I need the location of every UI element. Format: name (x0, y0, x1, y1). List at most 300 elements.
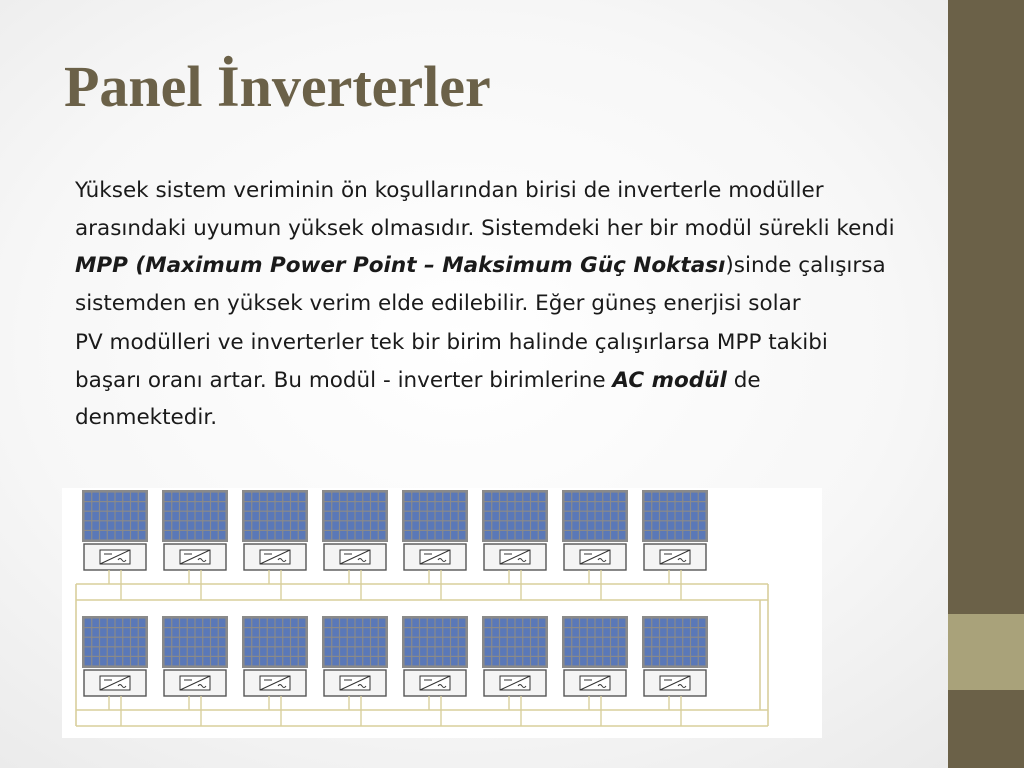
solar-cell (516, 647, 523, 655)
solar-cell (379, 521, 386, 529)
solar-cell (268, 512, 275, 520)
solar-cell (379, 512, 386, 520)
solar-cell (619, 638, 626, 646)
solar-cell (485, 521, 492, 529)
solar-cell (283, 521, 290, 529)
solar-cell (676, 628, 683, 636)
solar-cell (699, 502, 706, 510)
solar-cell (268, 619, 275, 627)
solar-panel (642, 490, 708, 542)
solar-cell (699, 619, 706, 627)
solar-cell (139, 647, 146, 655)
solar-panel (562, 490, 628, 542)
solar-cell (219, 502, 226, 510)
solar-cell (676, 502, 683, 510)
solar-cell (131, 638, 138, 646)
solar-cell (412, 628, 419, 636)
solar-cell (268, 531, 275, 539)
solar-cell (443, 531, 450, 539)
solar-cell (371, 493, 378, 501)
solar-cell (412, 657, 419, 665)
solar-cell (165, 657, 172, 665)
solar-cell (645, 493, 652, 501)
solar-cell (596, 531, 603, 539)
solar-cell (588, 619, 595, 627)
solar-cell (172, 657, 179, 665)
solar-cell (691, 512, 698, 520)
solar-cell (348, 512, 355, 520)
solar-cell (139, 619, 146, 627)
solar-cell (603, 619, 610, 627)
solar-cell (283, 531, 290, 539)
solar-cell (139, 493, 146, 501)
solar-cell (420, 628, 427, 636)
solar-cell (245, 657, 252, 665)
solar-cell (100, 657, 107, 665)
solar-cell (539, 657, 546, 665)
solar-cell (596, 657, 603, 665)
solar-cell (283, 657, 290, 665)
solar-cell (108, 657, 115, 665)
solar-cell (100, 521, 107, 529)
solar-cell (283, 619, 290, 627)
solar-cell (92, 502, 99, 510)
solar-cell (180, 521, 187, 529)
solar-cell (379, 628, 386, 636)
solar-cell (412, 531, 419, 539)
solar-cell (699, 493, 706, 501)
solar-cell (676, 647, 683, 655)
slide-title: Panel İnverterler (64, 54, 491, 119)
solar-cell (619, 512, 626, 520)
solar-cell (299, 657, 306, 665)
solar-cell (139, 531, 146, 539)
solar-cell (363, 628, 370, 636)
solar-cell (203, 647, 210, 655)
solar-cell (85, 657, 92, 665)
solar-cell (203, 493, 210, 501)
solar-cell (92, 638, 99, 646)
solar-cell (420, 647, 427, 655)
solar-cell (371, 628, 378, 636)
paragraph-2-text-b: de denmektedir. (75, 367, 761, 430)
solar-cell (180, 512, 187, 520)
solar-cell (291, 502, 298, 510)
solar-cell (348, 531, 355, 539)
solar-cell (531, 647, 538, 655)
solar-cell (645, 521, 652, 529)
solar-cell (116, 619, 123, 627)
solar-cell (500, 512, 507, 520)
solar-cell (276, 521, 283, 529)
solar-cell (219, 657, 226, 665)
solar-cell (596, 647, 603, 655)
solar-cell (108, 502, 115, 510)
solar-cell (611, 521, 618, 529)
solar-cell (363, 502, 370, 510)
solar-cell (523, 493, 530, 501)
solar-cell (252, 502, 259, 510)
solar-cell (131, 512, 138, 520)
solar-cell (572, 619, 579, 627)
solar-panel (402, 490, 468, 542)
solar-cell (603, 512, 610, 520)
solar-cell (699, 512, 706, 520)
solar-cell (363, 493, 370, 501)
solar-cell (203, 657, 210, 665)
solar-cell (412, 502, 419, 510)
solar-cell (500, 493, 507, 501)
solar-cell (245, 647, 252, 655)
solar-cell (691, 657, 698, 665)
solar-cell (523, 628, 530, 636)
solar-cell (371, 531, 378, 539)
solar-cell (299, 647, 306, 655)
solar-cell (131, 531, 138, 539)
solar-cell (611, 512, 618, 520)
solar-cell (683, 493, 690, 501)
solar-cell (645, 512, 652, 520)
solar-cell (165, 493, 172, 501)
solar-cell (356, 493, 363, 501)
solar-cell (116, 521, 123, 529)
solar-cell (531, 521, 538, 529)
solar-cell (188, 531, 195, 539)
solar-cell (508, 647, 515, 655)
solar-cell (245, 628, 252, 636)
solar-panel (482, 616, 548, 668)
solar-cell (572, 493, 579, 501)
solar-cell (572, 521, 579, 529)
solar-panel (82, 490, 148, 542)
solar-cell (619, 628, 626, 636)
solar-cell (219, 628, 226, 636)
solar-cell (116, 657, 123, 665)
solar-cell (451, 628, 458, 636)
solar-cell (299, 502, 306, 510)
solar-cell (428, 628, 435, 636)
solar-cell (276, 512, 283, 520)
solar-panel (162, 490, 228, 542)
solar-cell (492, 647, 499, 655)
solar-cell (603, 657, 610, 665)
solar-cell (645, 647, 652, 655)
solar-cell (116, 647, 123, 655)
solar-cell (139, 638, 146, 646)
solar-cell (325, 531, 332, 539)
solar-cell (172, 647, 179, 655)
solar-cell (485, 512, 492, 520)
solar-cell (348, 628, 355, 636)
solar-cell (660, 619, 667, 627)
solar-cell (299, 521, 306, 529)
slide-body (75, 172, 895, 439)
solar-cell (85, 502, 92, 510)
solar-cell (348, 502, 355, 510)
solar-cell (196, 638, 203, 646)
solar-cell (283, 502, 290, 510)
solar-cell (340, 628, 347, 636)
solar-cell (676, 512, 683, 520)
solar-cell (485, 531, 492, 539)
solar-cell (443, 628, 450, 636)
solar-cell (652, 657, 659, 665)
solar-cell (405, 628, 412, 636)
solar-cell (459, 493, 466, 501)
solar-cell (299, 619, 306, 627)
solar-cell (699, 521, 706, 529)
solar-cell (405, 531, 412, 539)
solar-cell (196, 521, 203, 529)
solar-cell (363, 619, 370, 627)
solar-cell (332, 521, 339, 529)
solar-cell (291, 628, 298, 636)
solar-cell (596, 638, 603, 646)
solar-cell (180, 628, 187, 636)
solar-cell (260, 502, 267, 510)
solar-cell (603, 628, 610, 636)
solar-cell (276, 638, 283, 646)
solar-cell (108, 647, 115, 655)
solar-panel (642, 616, 708, 668)
solar-cell (180, 502, 187, 510)
solar-cell (332, 531, 339, 539)
solar-cell (596, 628, 603, 636)
solar-cell (325, 647, 332, 655)
solar-cell (268, 628, 275, 636)
solar-cell (588, 521, 595, 529)
solar-cell (485, 647, 492, 655)
solar-cell (203, 512, 210, 520)
solar-cell (92, 619, 99, 627)
solar-cell (276, 628, 283, 636)
solar-cell (588, 502, 595, 510)
solar-cell (492, 628, 499, 636)
solar-cell (139, 512, 146, 520)
solar-cell (565, 493, 572, 501)
solar-cell (363, 657, 370, 665)
solar-cell (123, 628, 130, 636)
solar-cell (523, 531, 530, 539)
solar-cell (588, 647, 595, 655)
solar-cell (405, 638, 412, 646)
solar-cell (165, 512, 172, 520)
solar-cell (348, 657, 355, 665)
solar-cell (565, 521, 572, 529)
solar-cell (588, 638, 595, 646)
solar-cell (603, 493, 610, 501)
solar-cell (508, 531, 515, 539)
solar-cell (451, 638, 458, 646)
solar-cell (219, 493, 226, 501)
solar-cell (572, 657, 579, 665)
solar-cell (123, 531, 130, 539)
solar-cell (219, 531, 226, 539)
solar-cell (531, 531, 538, 539)
solar-cell (340, 502, 347, 510)
solar-cell (123, 512, 130, 520)
solar-cell (420, 657, 427, 665)
solar-cell (203, 521, 210, 529)
solar-cell (283, 638, 290, 646)
solar-cell (691, 493, 698, 501)
solar-cell (420, 512, 427, 520)
solar-cell (203, 619, 210, 627)
solar-cell (268, 638, 275, 646)
solar-cell (196, 647, 203, 655)
solar-cell (588, 493, 595, 501)
solar-cell (188, 647, 195, 655)
solar-cell (508, 493, 515, 501)
solar-cell (245, 493, 252, 501)
solar-cell (92, 647, 99, 655)
solar-cell (108, 619, 115, 627)
solar-cell (523, 521, 530, 529)
solar-cell (436, 647, 443, 655)
solar-cell (252, 619, 259, 627)
solar-cell (523, 502, 530, 510)
solar-cell (676, 657, 683, 665)
solar-cell (539, 619, 546, 627)
solar-cell (356, 628, 363, 636)
solar-cell (165, 619, 172, 627)
solar-cell (691, 647, 698, 655)
solar-cell (516, 502, 523, 510)
solar-cell (500, 521, 507, 529)
solar-cell (245, 531, 252, 539)
solar-cell (619, 493, 626, 501)
solar-cell (291, 647, 298, 655)
solar-cell (492, 521, 499, 529)
solar-cell (180, 657, 187, 665)
solar-cell (428, 647, 435, 655)
solar-cell (356, 647, 363, 655)
solar-cell (451, 531, 458, 539)
solar-cell (85, 493, 92, 501)
solar-cell (668, 493, 675, 501)
solar-panel (322, 616, 388, 668)
solar-cell (245, 521, 252, 529)
solar-cell (668, 628, 675, 636)
solar-cell (165, 647, 172, 655)
solar-cell (348, 638, 355, 646)
solar-cell (139, 657, 146, 665)
solar-cell (356, 657, 363, 665)
solar-cell (596, 502, 603, 510)
solar-cell (325, 628, 332, 636)
solar-cell (428, 521, 435, 529)
solar-cell (619, 619, 626, 627)
solar-cell (131, 628, 138, 636)
solar-cell (412, 512, 419, 520)
solar-cell (652, 512, 659, 520)
solar-cell (451, 493, 458, 501)
solar-cell (379, 619, 386, 627)
solar-cell (436, 512, 443, 520)
solar-cell (291, 531, 298, 539)
solar-cell (188, 502, 195, 510)
solar-cell (180, 647, 187, 655)
solar-cell (443, 619, 450, 627)
solar-cell (85, 619, 92, 627)
solar-cell (260, 628, 267, 636)
solar-cell (485, 657, 492, 665)
solar-cell (291, 493, 298, 501)
solar-cell (459, 647, 466, 655)
paragraph-1 (75, 172, 895, 322)
solar-cell (500, 657, 507, 665)
solar-cell (500, 619, 507, 627)
solar-cell (196, 531, 203, 539)
solar-cell (539, 502, 546, 510)
solar-cell (603, 521, 610, 529)
solar-cell (645, 657, 652, 665)
solar-cell (92, 512, 99, 520)
solar-cell (516, 521, 523, 529)
solar-cell (565, 657, 572, 665)
solar-cell (668, 531, 675, 539)
solar-cell (443, 512, 450, 520)
solar-cell (539, 512, 546, 520)
solar-cell (165, 502, 172, 510)
solar-cell (172, 521, 179, 529)
solar-cell (565, 638, 572, 646)
solar-cell (211, 521, 218, 529)
paragraph-2 (75, 324, 895, 437)
solar-cell (219, 521, 226, 529)
solar-cell (116, 531, 123, 539)
solar-cell (428, 502, 435, 510)
solar-cell (348, 647, 355, 655)
solar-cell (188, 657, 195, 665)
solar-cell (268, 502, 275, 510)
solar-cell (436, 521, 443, 529)
solar-cell (188, 638, 195, 646)
solar-cell (516, 657, 523, 665)
solar-cell (645, 628, 652, 636)
solar-cell (652, 493, 659, 501)
solar-cell (572, 647, 579, 655)
solar-cell (196, 657, 203, 665)
solar-cell (565, 647, 572, 655)
solar-cell (580, 512, 587, 520)
solar-cell (379, 531, 386, 539)
solar-cell (603, 531, 610, 539)
solar-cell (588, 512, 595, 520)
solar-cell (676, 638, 683, 646)
ac-module-diagram (62, 488, 822, 738)
solar-cell (619, 531, 626, 539)
solar-cell (611, 619, 618, 627)
solar-cell (500, 502, 507, 510)
solar-cell (196, 493, 203, 501)
solar-cell (379, 647, 386, 655)
solar-cell (436, 638, 443, 646)
solar-cell (180, 638, 187, 646)
solar-cell (683, 512, 690, 520)
solar-cell (660, 638, 667, 646)
solar-cell (371, 619, 378, 627)
solar-cell (683, 502, 690, 510)
solar-cell (652, 531, 659, 539)
solar-cell (508, 628, 515, 636)
solar-cell (683, 521, 690, 529)
solar-cell (188, 521, 195, 529)
solar-cell (531, 628, 538, 636)
solar-cell (325, 657, 332, 665)
solar-cell (405, 647, 412, 655)
solar-cell (100, 647, 107, 655)
